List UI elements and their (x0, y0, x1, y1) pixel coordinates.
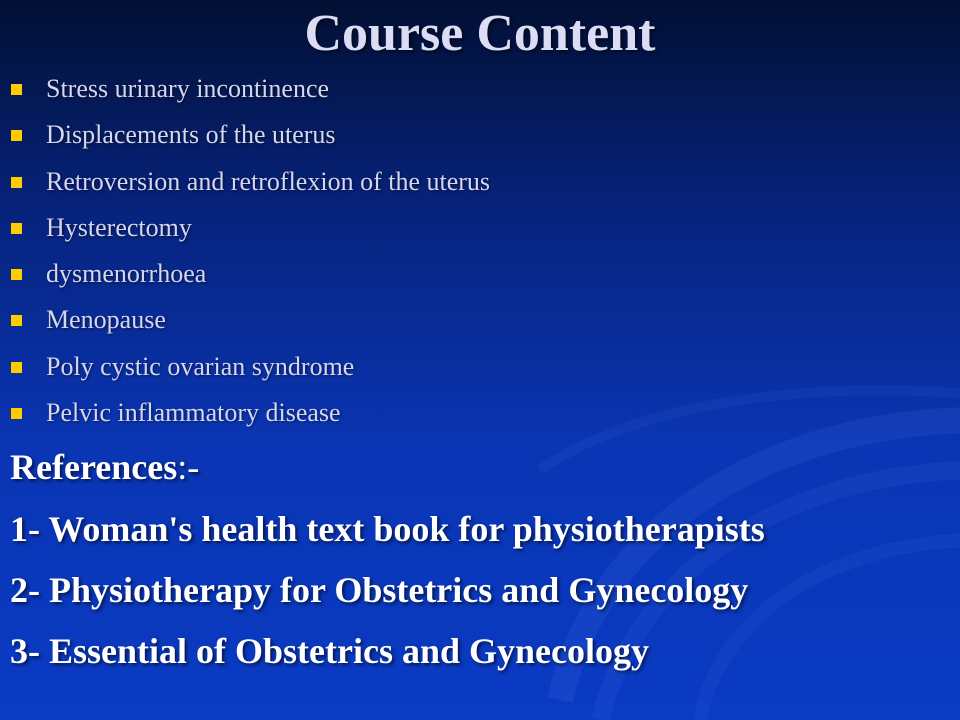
square-bullet-icon (11, 269, 22, 280)
topic-item (0, 396, 960, 442)
topic-item (0, 118, 960, 164)
topic-text: Pelvic inflammatory disease (46, 398, 341, 428)
reference-item: 2- Physiotherapy for Obstetrics and Gynecology (10, 570, 749, 610)
topic-item (0, 303, 960, 349)
topic-item (0, 165, 960, 211)
topic-item (0, 257, 960, 303)
references-heading-suffix: :- (177, 447, 200, 487)
topic-text: Menopause (46, 305, 166, 335)
topic-text: Poly cystic ovarian syndrome (46, 351, 355, 381)
square-bullet-icon (11, 177, 22, 188)
references-heading-label: References (10, 447, 178, 487)
topic-item (0, 72, 960, 118)
topic-list (0, 72, 960, 442)
reference-item: 1- Woman's health text book for physiotherapists (10, 509, 765, 549)
reference-item: 3- Essential of Obstetrics and Gynecology (10, 631, 649, 671)
topic-item (0, 350, 960, 396)
square-bullet-icon (11, 408, 22, 419)
square-bullet-icon (11, 315, 22, 326)
square-bullet-icon (11, 130, 22, 141)
square-bullet-icon (11, 223, 22, 234)
square-bullet-icon (11, 362, 22, 373)
topic-text: dysmenorrhoea (46, 259, 207, 289)
references-heading (10, 444, 199, 490)
topic-text: Retroversion and retroflexion of the uterus (46, 166, 491, 196)
square-bullet-icon (11, 84, 22, 95)
topic-item (0, 211, 960, 257)
topic-text: Displacements of the uterus (46, 120, 336, 150)
topic-text: Stress urinary incontinence (46, 74, 330, 103)
topic-text: Hysterectomy (46, 212, 192, 242)
slide-title: Course Content (304, 5, 656, 62)
